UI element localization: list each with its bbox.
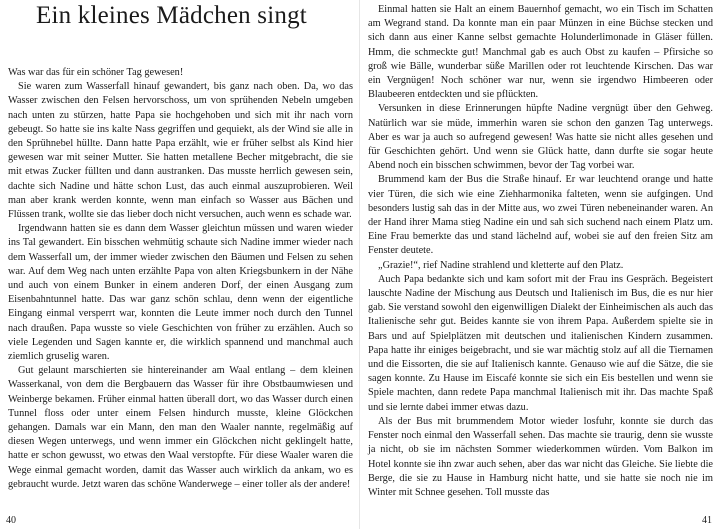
paragraph: Irgendwann hatten sie es dann dem Wasser gleichtun müssen und waren wieder ins Tal gewandert. Ein bisschen wehmütig schaute sich Nadine immer wieder nach dem Wasserfall um, der immer wieder zwischen den Bäumen und Felsen zu sehen war. Auf dem Weg nach unten erzählte Papa von alten Kriegsbunkern in der Nähe und auch von einem Bunker in einem anderen Dorf, der einen Ausgang zum Eisenbahntunnel hatte. Das war ganz schön schlau, denn wenn der eigentliche Eingang einmal versperrt war, konnten die Leute immer noch durch den Tunnel nach draußen. Papa wusste so viele Geschichten von früher zu erzählen. Auch so viele Legenden und Sagen kannte er, die wirklich spannend und manchmal auch ziemlich gruselig waren. <box>8 223 353 363</box>
chapter-title: Ein kleines Mädchen singt <box>36 2 307 29</box>
page-number-right: 41 <box>702 515 712 526</box>
paragraph: Brummend kam der Bus die Straße hinauf. Er war leuchtend orange und hatte vier Türen, die sich wie eine Ziehharmonika falteten, wenn sie aufgingen. Und besonders lustig sah das in der Mitte aus, wo zwei Türen nebeneinander waren. An der Hand ihrer Mama stieg Nadine ein und sah sich suchend nach einem Platz um. Eine Frau bemerkte das und stand lächelnd auf, wobei sie auf den freien Sitz am Fenster deutete. <box>368 174 713 257</box>
right-page-body <box>368 3 713 500</box>
paragraph: Sie waren zum Wasserfall hinauf gewandert, bis ganz nach oben. Da, wo das Wasser zwischen den Felsen hervorschoss, um von sprühenden Nebeln umgeben nach unten zu stürzen, hatte Papa sie hochgehoben und sich mit ihr nach vorn gebeugt. So hatte sie ins kalte Nass gegriffen und gequiekt, als der Wind sie alle in den Sprühnebel hüllte. Dann hatte Papa erzählt, wie er früher selbst als Kind hier gewesen war mit seiner Mutter. Sie hatten metallene Becher mitgebracht, die sie mit etwas Zucker füllten und dann austranken. Das musste herrlich gewesen sein, dachte sich Nadine und hätte schon Lust, das auch einmal auszuprobieren. Weil man aber krank werden konnte, wenn man einfach so Wasser aus Bächen und Flüssen trank, wollte sie das lieber doch nicht versuchen, auch wenn es schade war. <box>8 81 353 221</box>
paragraph: Gut gelaunt marschierten sie hintereinander am Waal entlang – dem kleinen Wasserkanal, von dem die Bergbauern das Wasser für ihre Obstbaumwiesen und Weinberge bekamen. Früher einmal hatten überall dort, wo das Wasser durch einen Tunnel floss oder unter einem Felsen hindurch musste, kleine Glöckchen gehangen. Damals war ein Mann, den man den Waaler nannte, regelmäßig auf diesen Wegen unterwegs, und wenn immer ein Glöckchen nicht geklingelt hatte, hatte er schon gewusst, wo etwas den Waal verstopfte. Für diese Waaler waren die Wege einmal gemacht worden, damit das Wasser auch wirklich da ankam, wo es gebraucht wurde. Jetzt waren das schöne Wanderwege – einer toller als der andere! <box>8 365 353 490</box>
paragraph: Versunken in diese Erinnerungen hüpfte Nadine vergnügt über den Gehweg. Natürlich war sie müde, immerhin waren sie schon den ganzen Tag unterwegs. Aber es war ja auch so aufregend gewesen! Was hatte sie nicht alles gesehen und für Geschichten gehört. Und wenn sie Glück hatte, dann durfte sie sogar heute Abend noch ein bisschen schwimmen, bevor der Tag vorbei war. <box>368 103 713 172</box>
paragraph: Auch Papa bedankte sich und kam sofort mit der Frau ins Gespräch. Begeistert lauschte Nadine der Mischung aus Deutsch und Italienisch im Bus, die es nur hier gab. Sie verstand sowohl den eigenwilligen Dialekt der Einheimischen als auch das Italienische sehr gut. Beides kannte sie von ihrem Papa. Außerdem spielte sie in Bars und auf Spielplätzen mit deutschen und italienischen Kindern zusammen. Papa hatte ihr einiges beigebracht, und sie war mächtig stolz auf all die Tiernamen und die Eissorten, die sie auf Italienisch kannte. Genauso wie auf die Sätze, die sie sagen konnte. Zu Hause im Eiscafé konnte sie sich ein Eis bestellen und wenn sie Spiele machten, dann redete Papa manchmal Italienisch mit ihr. Das machte Spaß und sie lernte dabei immer etwas dazu. <box>368 273 713 413</box>
page-number-left: 40 <box>6 515 16 526</box>
right-page <box>360 0 720 529</box>
left-page-body <box>8 66 353 492</box>
paragraph: Als der Bus mit brummendem Motor wieder losfuhr, konnte sie durch das Fenster noch einmal den Wasserfall sehen. Das machte sie traurig, denn sie wusste ja nicht, ob sie im nächsten Sommer wiederkommen würden. Vom Balkon im Hotel konnte sie ihn zwar auch sehen, aber das war nicht das Gleiche. Sie liebte die Berge, die sie zu Hause in Hamburg nicht hatte, und sie hatte sie noch nie im Winter mit Schnee gesehen. Toll musste das <box>368 415 713 498</box>
paragraph: „Grazie!“, rief Nadine strahlend und kletterte auf den Platz. <box>378 259 624 271</box>
paragraph: Einmal hatten sie Halt an einem Bauernhof gemacht, wo ein Tisch im Schatten am Wegrand stand. Da konnte man ein paar Münzen in eine Büchse stecken und sich dann aus einer Kanne selbst gemachte Holunderlimonade in Gläser füllen. Hmm, die schmeckte gut! Manchmal gab es auch Obst zu kaufen – Pfirsiche so groß wie Bälle, wunderbar süße Marillen oder rot leuchtende Kirschen. Das war ein Vergnügen! Noch schöner war nur, wenn sie irgendwo Himbeeren oder Blaubeeren entdeckten und sie pflückten. <box>368 4 713 101</box>
paragraph: Was war das für ein schöner Tag gewesen! <box>8 67 184 78</box>
